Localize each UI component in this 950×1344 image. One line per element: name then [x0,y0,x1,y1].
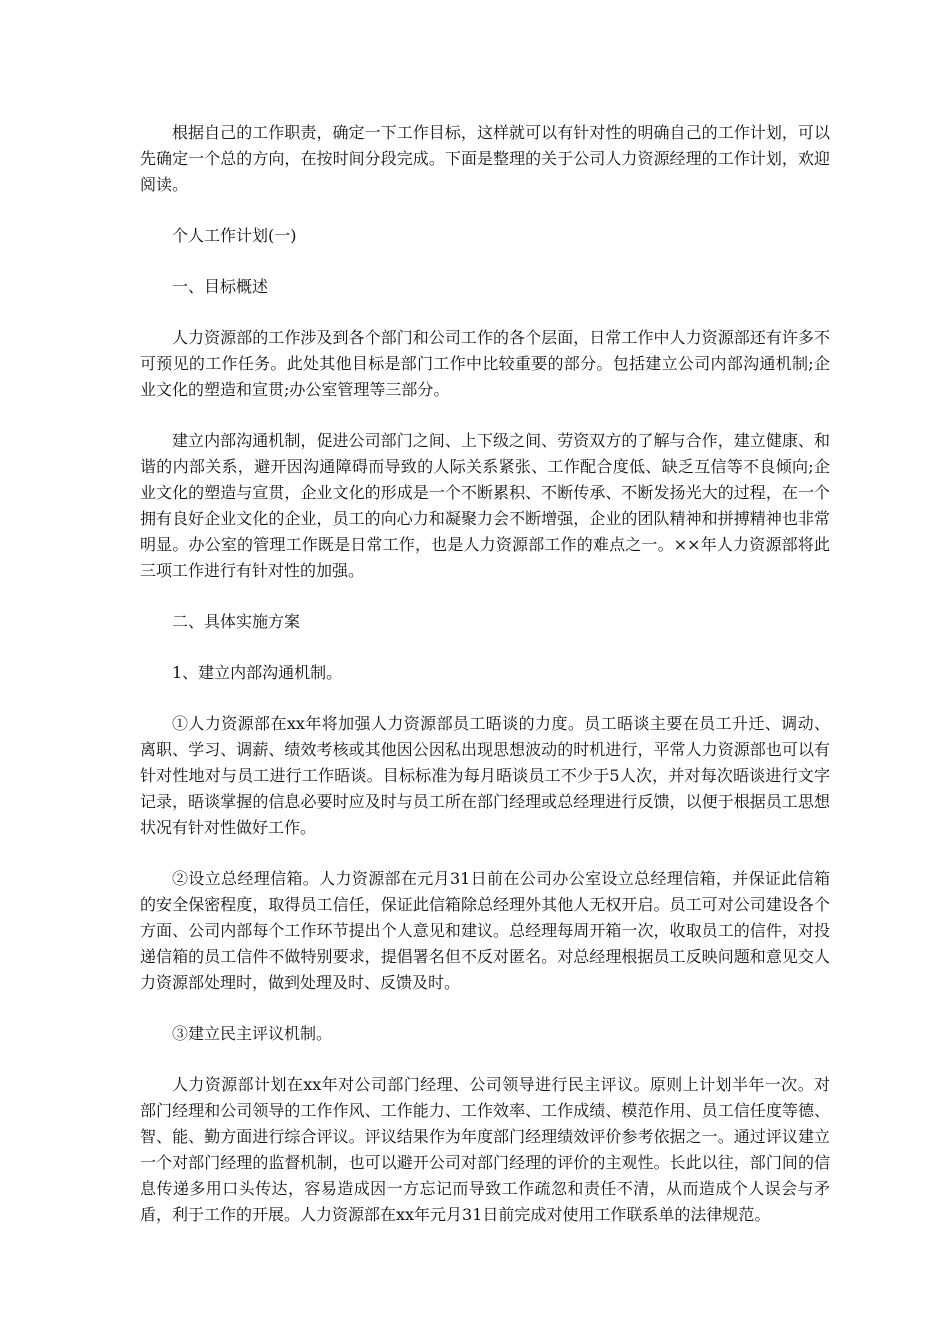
goals-paragraph: 人力资源部的工作涉及到各个部门和公司工作的各个层面，日常工作中人力资源部还有许多不可预见的工作任务。此处其他目标是部门工作中比较重要的部分。包括建立公司内部沟通机制;企业文化的塑造和宣贯;办公室管理等三部分。 [140,328,830,399]
section-heading-implementation: 二、具体实施方案 [172,612,301,631]
item-1-paragraph: ①人力资源部在xx年将加强人力资源部员工晤谈的力度。员工晤谈主要在员工升迁、调动、离职、学习、调薪、绩效考核或其他因公因私出现思想波动的时机进行，平常人力资源部也可以有针对性地对与员工进行工作晤谈。目标标准为每月晤谈员工不少于5人次，并对每次晤谈进行文字记录，晤谈掌握的信息必要时应及时与员工所在部门经理或总经理进行反馈，以便于根据员工思想状况有针对性做好工作。 [140,714,830,837]
section-heading-goals: 一、目标概述 [172,277,269,296]
intro-paragraph: 根据自己的工作职责，确定一下工作目标，这样就可以有针对性的明确自己的工作计划，可以先确定一个总的方向，在按时间分段完成。下面是整理的关于公司人力资源经理的工作计划，欢迎阅读。 [140,123,830,194]
item-2-paragraph: ②设立总经理信箱。人力资源部在元月31日前在公司办公室设立总经理信箱，并保证此信箱的安全保密程度，取得员工信任，保证此信箱除总经理外其他人无权开启。员工可对公司建设各个方面、公司内部每个工作环节提出个人意见和建议。总经理每周开箱一次，收取员工的信件，对投递信箱的员工信件不做特别要求，提倡署名但不反对匿名。对总经理根据员工反映问题和意见交人力资源部处理时，做到处理及时、反馈及时。 [140,869,830,992]
evaluation-paragraph: 人力资源部计划在xx年对公司部门经理、公司领导进行民主评议。原则上计划半年一次。对部门经理和公司领导的工作作风、工作能力、工作效率、工作成绩、模范作用、员工信任度等德、智、能、勤方面进行综合评议。评议结果作为年度部门经理绩效评价参考依据之一。通过评议建立一个对部门经理的监督机制，也可以避开公司对部门经理的评价的主观性。长此以往，部门间的信息传递多用口头传达，容易造成因一方忘记而导致工作疏忽和责任不清，从而造成个人误会与矛盾，利于工作的开展。人力资源部在xx年元月31日前完成对使用工作联系单的法律规范。 [140,1075,830,1224]
plan-title: 个人工作计划(一) [172,226,297,245]
communication-paragraph: 建立内部沟通机制，促进公司部门之间、上下级之间、劳资双方的了解与合作，建立健康、和谐的内部关系，避开因沟通障碍而导致的人际关系紧张、工作配合度低、缺乏互信等不良倾向;企业文化的塑造与宣贯，企业文化的形成是一个不断累积、不断传承、不断发扬光大的过程，在一个拥有良好企业文化的企业，员工的向心力和凝聚力会不断增强，企业的团队精神和拼搏精神也非常明显。办公室的管理工作既是日常工作，也是人力资源部工作的难点之一。××年人力资源部将此三项工作进行有针对性的加强。 [140,431,830,580]
item-3-heading: ③建立民主评议机制。 [172,1024,333,1043]
subheading-communication: 1、建立内部沟通机制。 [172,663,343,682]
document-page [140,120,830,1253]
